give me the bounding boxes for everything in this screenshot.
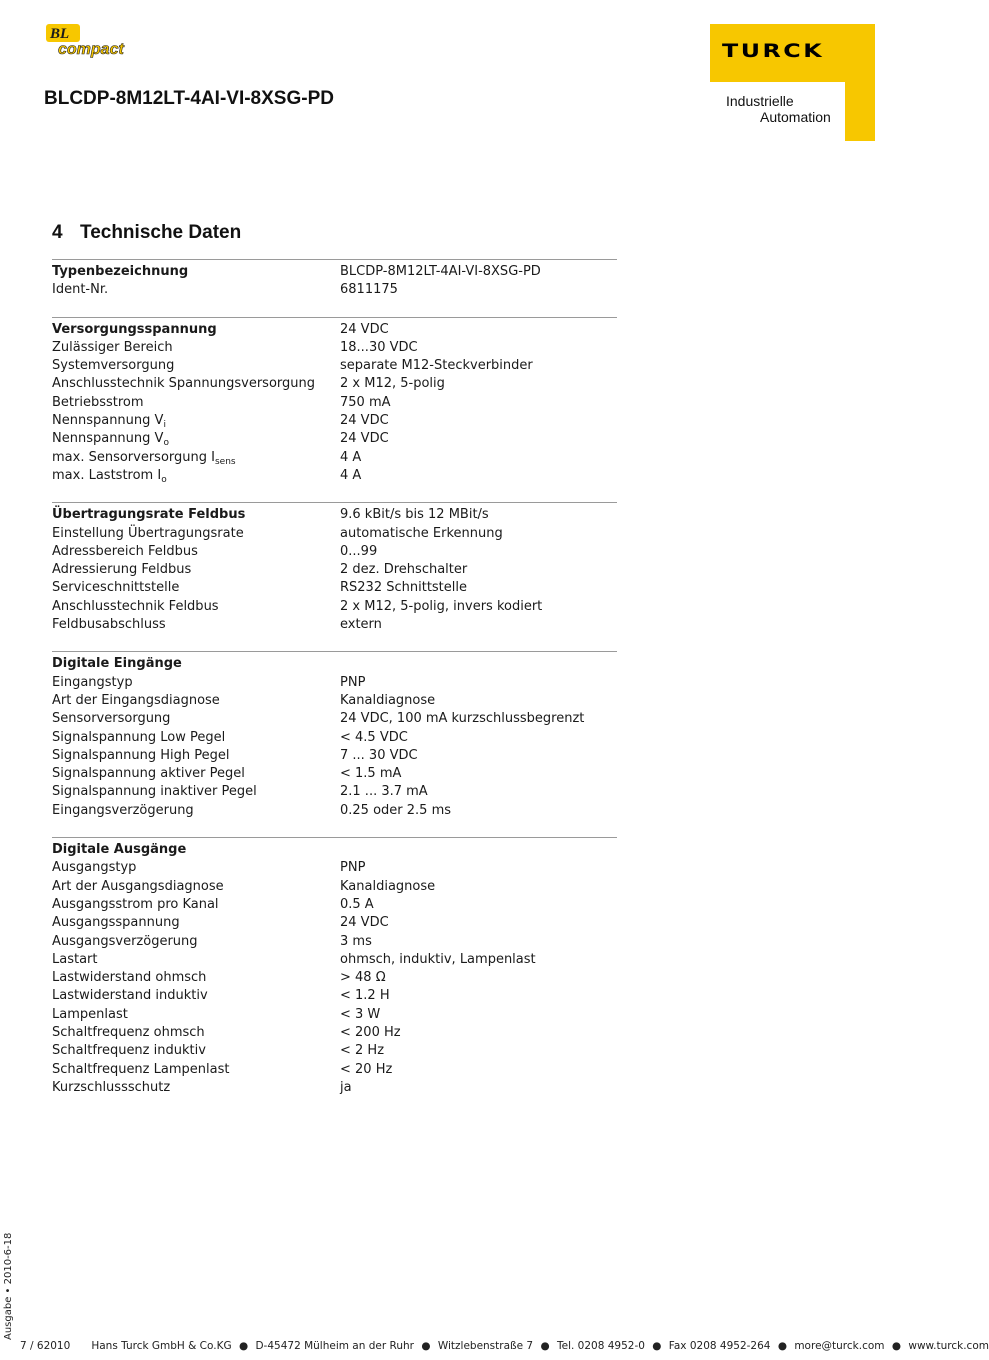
spec-label-text: Digitale Eingänge: [52, 656, 182, 672]
spec-row: [52, 1079, 617, 1097]
spec-label: [52, 430, 340, 448]
spec-label-text: Versorgungsspannung: [52, 321, 217, 337]
spec-label: [52, 655, 340, 673]
spec-value: < 1.2 H: [340, 988, 390, 1004]
spec-value: RS232 Schnittstelle: [340, 580, 468, 596]
spec-value: PNP: [340, 860, 366, 876]
spec-group: [52, 502, 617, 634]
spec-label: [52, 933, 340, 951]
spec-label-text: Digitale Ausgänge: [52, 842, 187, 858]
spec-label: [52, 1061, 340, 1079]
spec-value: 6811175: [340, 282, 398, 298]
footer-separator: ●: [891, 1340, 902, 1352]
spec-label-text: max. Laststrom I: [52, 467, 162, 483]
spec-label: [52, 747, 340, 765]
spec-value: separate M12-Steckverbinder: [340, 358, 533, 374]
page-footer: [20, 1340, 989, 1352]
spec-row: [52, 430, 617, 448]
spec-label: [52, 969, 340, 987]
footer-separator: ●: [652, 1340, 662, 1352]
spec-label-text: Anschlusstechnik Spannungsversorgung: [52, 376, 315, 392]
spec-row: [52, 412, 617, 430]
spec-row: [52, 710, 617, 728]
spec-label: [52, 802, 340, 820]
spec-row: [52, 375, 617, 393]
spec-value: 2 x M12, 5-polig: [340, 376, 445, 392]
spec-row: [52, 859, 617, 877]
spec-label: [52, 783, 340, 801]
spec-value: 2 x M12, 5-polig, invers kodiert: [340, 598, 543, 614]
spec-label: [52, 321, 340, 339]
section-title: Technische Daten: [80, 222, 242, 243]
footer-company: Hans Turck GmbH & Co.KG: [91, 1340, 232, 1352]
spec-label-text: Signalspannung inaktiver Pegel: [52, 784, 257, 800]
spec-row: [52, 357, 617, 375]
spec-label: [52, 987, 340, 1005]
footer-website[interactable]: www.turck.com: [908, 1340, 989, 1352]
spec-label-text: Zulässiger Bereich: [52, 339, 173, 355]
spec-row: [52, 729, 617, 747]
spec-row: [52, 543, 617, 561]
spec-value: < 200 Hz: [340, 1024, 401, 1040]
spec-label-text: Kurzschlussschutz: [52, 1079, 171, 1095]
spec-label: [52, 729, 340, 747]
footer-address: D-45472 Mülheim an der Ruhr: [255, 1340, 414, 1352]
spec-label-text: Nennspannung V: [52, 413, 164, 429]
spec-label: [52, 467, 340, 485]
spec-row: [52, 747, 617, 765]
turck-logo-text: TURCK: [722, 40, 825, 62]
spec-label-subscript: o: [163, 438, 169, 449]
spec-label: [52, 357, 340, 375]
spec-label: [52, 616, 340, 634]
spec-label-text: Adressbereich Feldbus: [52, 543, 198, 559]
spec-row: [52, 987, 617, 1005]
spec-value: < 4.5 VDC: [340, 729, 408, 745]
tagline-line-2: Automation: [760, 109, 831, 125]
spec-value: ja: [340, 1079, 352, 1095]
spec-group-header-row: [52, 841, 617, 859]
footer-fax: Fax 0208 4952-264: [668, 1340, 771, 1352]
spec-value: PNP: [340, 674, 366, 690]
bl-compact-logo: [44, 22, 174, 58]
spec-row: [52, 802, 617, 820]
footer-separator: ●: [238, 1340, 249, 1352]
spec-label: [52, 263, 340, 281]
section-number: 4: [52, 222, 63, 243]
spec-row: [52, 896, 617, 914]
spec-value: Kanaldiagnose: [340, 878, 436, 894]
footer-separator: ●: [540, 1340, 550, 1352]
spec-row: [52, 783, 617, 801]
spec-label: [52, 674, 340, 692]
spec-label-text: Serviceschnittstelle: [52, 580, 180, 596]
spec-label-text: Betriebsstrom: [52, 394, 144, 410]
spec-value: 0.5 A: [340, 896, 374, 912]
spec-row: [52, 561, 617, 579]
spec-row: [52, 969, 617, 987]
spec-value: 24 VDC: [340, 413, 389, 429]
spec-label-text: Lastart: [52, 951, 98, 967]
spec-row: [52, 281, 617, 299]
spec-label-text: Lampenlast: [52, 1006, 128, 1022]
spec-value: Kanaldiagnose: [340, 692, 436, 708]
spec-row: [52, 449, 617, 467]
spec-row: [52, 1006, 617, 1024]
spec-label-text: Nennspannung V: [52, 431, 164, 447]
spec-label-text: Ident-Nr.: [52, 282, 109, 298]
turck-logo-strip: [845, 82, 875, 141]
spec-label-text: Schaltfrequenz induktiv: [52, 1043, 206, 1059]
spec-label: [52, 579, 340, 597]
footer-separator: ●: [421, 1340, 431, 1352]
spec-row: [52, 951, 617, 969]
spec-label-text: Übertragungsrate Feldbus: [52, 507, 246, 523]
spec-value: 24 VDC: [340, 431, 389, 447]
spec-value: < 20 Hz: [340, 1061, 393, 1077]
spec-label: [52, 412, 340, 430]
spec-label-text: Lastwiderstand ohmsch: [52, 970, 207, 986]
spec-label: [52, 765, 340, 783]
spec-value: 7 ... 30 VDC: [340, 747, 418, 763]
bl-logo-text: BL: [50, 26, 70, 42]
spec-label: [52, 896, 340, 914]
spec-row: [52, 339, 617, 357]
spec-label: [52, 281, 340, 299]
spec-label: [52, 710, 340, 728]
spec-label-text: Ausgangsstrom pro Kanal: [52, 896, 219, 912]
spec-row: [52, 1061, 617, 1079]
spec-label-subscript: sens: [214, 456, 236, 467]
footer-street: Witzlebenstraße 7: [437, 1340, 534, 1352]
spec-label-text: Ausgangsspannung: [52, 915, 180, 931]
spec-label: [52, 692, 340, 710]
spec-value: BLCDP-8M12LT-4AI-VI-8XSG-PD: [340, 264, 541, 279]
spec-value: 24 VDC: [340, 915, 389, 931]
spec-value: 4 A: [340, 467, 362, 483]
spec-group-header-row: [52, 321, 617, 339]
spec-label: [52, 1079, 340, 1097]
spec-label-text: Art der Eingangsdiagnose: [52, 692, 220, 708]
spec-value: 2 dez. Drehschalter: [340, 562, 468, 578]
spec-value: 750 mA: [340, 394, 391, 410]
spec-label-subscript: o: [161, 474, 167, 485]
spec-value: [340, 655, 617, 673]
spec-label: [52, 449, 340, 467]
spec-value: < 3 W: [340, 1006, 381, 1022]
footer-phone: Tel. 0208 4952-0: [556, 1340, 645, 1352]
spec-label-text: Signalspannung aktiver Pegel: [52, 766, 245, 782]
spec-group-header-row: [52, 506, 617, 524]
spec-label-text: Ausgangstyp: [52, 860, 137, 876]
spec-label: [52, 525, 340, 543]
spec-value: 24 VDC: [340, 321, 389, 337]
spec-label-text: Art der Ausgangsdiagnose: [52, 878, 224, 894]
spec-value: 18...30 VDC: [340, 339, 418, 355]
spec-row: [52, 692, 617, 710]
spec-row: [52, 1042, 617, 1060]
spec-group: [52, 259, 617, 300]
spec-label-text: Lastwiderstand induktiv: [52, 988, 208, 1004]
edition-date: Ausgabe • 2010-6-18: [3, 1232, 14, 1340]
spec-label: [52, 951, 340, 969]
spec-group: [52, 837, 617, 1097]
spec-label-text: Adressierung Feldbus: [52, 562, 192, 578]
spec-group-header-row: [52, 655, 617, 673]
spec-value: 3 ms: [340, 933, 372, 949]
spec-value: > 48 Ω: [340, 970, 386, 986]
document-title: BLCDP-8M12LT-4AI-VI-8XSG-PD: [44, 88, 334, 109]
spec-label: [52, 375, 340, 393]
spec-row: [52, 878, 617, 896]
spec-label-text: Eingangstyp: [52, 674, 133, 690]
spec-value: < 2 Hz: [340, 1043, 385, 1059]
spec-label: [52, 506, 340, 524]
spec-label-text: Ausgangsverzögerung: [52, 933, 198, 949]
spec-label: [52, 561, 340, 579]
page-number: 7 / 62010: [20, 1340, 71, 1352]
spec-value: 2.1 ... 3.7 mA: [340, 784, 428, 800]
spec-group-header-row: [52, 263, 617, 281]
spec-row: [52, 933, 617, 951]
spec-label-text: Schaltfrequenz ohmsch: [52, 1024, 205, 1040]
spec-value: automatische Erkennung: [340, 525, 503, 541]
spec-value: 0.25 oder 2.5 ms: [340, 802, 452, 818]
compact-logo-text: compact: [58, 41, 124, 58]
spec-value: 0...99: [340, 543, 378, 559]
spec-label-text: Signalspannung High Pegel: [52, 747, 230, 763]
spec-label: [52, 878, 340, 896]
tagline-line-1: Industrielle: [726, 93, 794, 109]
spec-label: [52, 339, 340, 357]
company-tagline: [726, 93, 831, 125]
spec-row: [52, 674, 617, 692]
spec-table: [52, 259, 617, 1114]
spec-row: [52, 598, 617, 616]
spec-label-text: max. Sensorversorgung I: [52, 449, 215, 465]
spec-label: [52, 1042, 340, 1060]
spec-label: [52, 859, 340, 877]
footer-separator: ●: [777, 1340, 787, 1352]
footer-email[interactable]: more@turck.com: [794, 1340, 885, 1352]
spec-label-text: Systemversorgung: [52, 358, 175, 374]
spec-label-text: Anschlusstechnik Feldbus: [52, 598, 219, 614]
spec-label: [52, 1006, 340, 1024]
section-heading: [52, 222, 241, 244]
spec-label-text: Feldbusabschluss: [52, 617, 166, 633]
spec-label-text: Typenbezeichnung: [52, 264, 189, 279]
spec-label: [52, 394, 340, 412]
spec-row: [52, 765, 617, 783]
spec-label: [52, 1024, 340, 1042]
spec-label: [52, 914, 340, 932]
spec-value: extern: [340, 617, 382, 633]
spec-label-text: Einstellung Übertragungsrate: [52, 525, 244, 541]
spec-row: [52, 579, 617, 597]
spec-label-text: Eingangsverzögerung: [52, 802, 194, 818]
spec-label-subscript: i: [163, 420, 166, 431]
spec-label-text: Sensorversorgung: [52, 711, 171, 727]
spec-value: 4 A: [340, 449, 362, 465]
spec-label: [52, 543, 340, 561]
spec-label: [52, 598, 340, 616]
spec-group: [52, 651, 617, 820]
spec-value: < 1.5 mA: [340, 766, 402, 782]
spec-value: 9.6 kBit/s bis 12 MBit/s: [340, 507, 489, 523]
spec-row: [52, 914, 617, 932]
spec-row: [52, 467, 617, 485]
spec-row: [52, 394, 617, 412]
spec-row: [52, 616, 617, 634]
spec-row: [52, 1024, 617, 1042]
spec-row: [52, 525, 617, 543]
spec-value: [340, 841, 617, 859]
spec-label: [52, 841, 340, 859]
spec-label-text: Schaltfrequenz Lampenlast: [52, 1061, 230, 1077]
spec-label-text: Signalspannung Low Pegel: [52, 729, 226, 745]
spec-group: [52, 317, 617, 486]
spec-value: 24 VDC, 100 mA kurzschlussbegrenzt: [340, 711, 585, 727]
spec-value: ohmsch, induktiv, Lampenlast: [340, 951, 536, 967]
